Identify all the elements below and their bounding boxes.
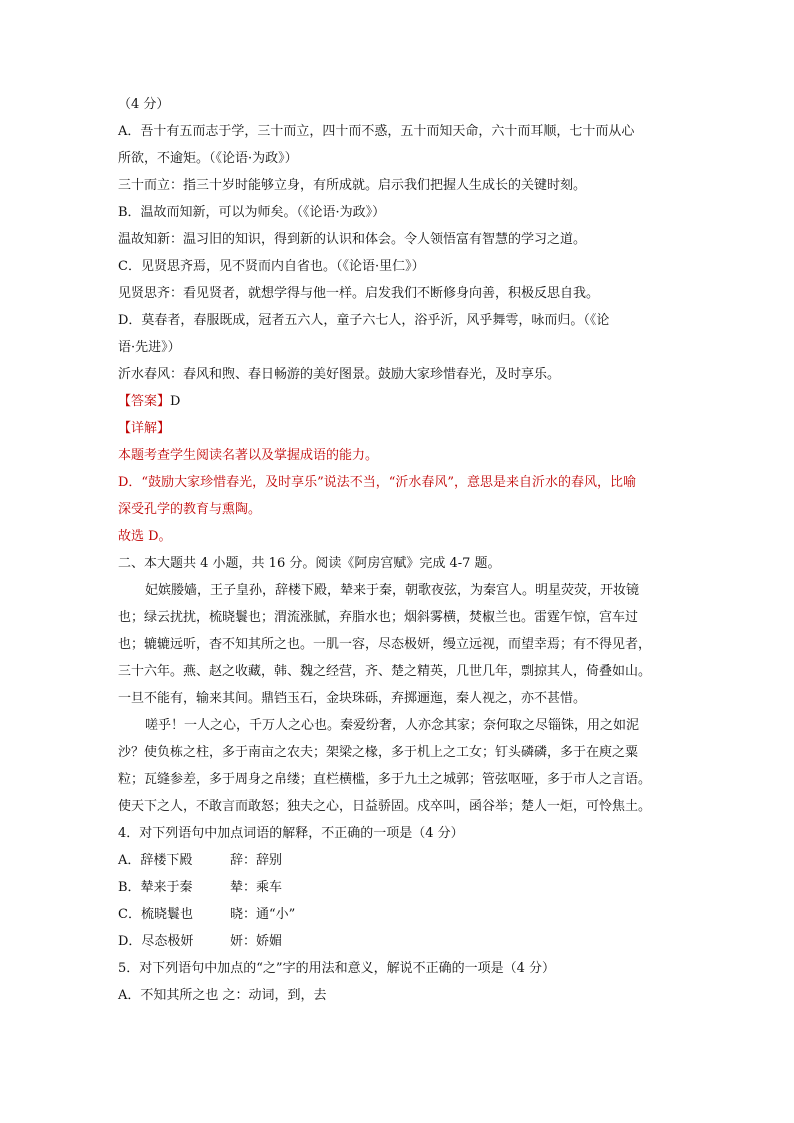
detail-line-1: 本题考查学生阅读名著以及掌握成语的能力。 (118, 448, 379, 463)
q4-option-b-text: B．辇来于秦 (118, 880, 193, 895)
detail-tag: 【详解】 (118, 421, 171, 436)
passage-p1-line4: 三十六年。燕、赵之收藏，韩、魏之经营，齐、楚之精英，几世几年，剽掠其人，倚叠如山。 (118, 664, 652, 679)
q5-stem: 5．对下列语句中加点的“之”字的用法和意义，解说不正确的一项是（4 分） (118, 961, 555, 976)
q3-option-b-explanation: 温故知新：温习旧的知识，得到新的认识和体会。令人领悟富有智慧的学习之道。 (118, 232, 587, 247)
detail-line-2: D．“鼓励大家珍惜春光，及时享乐”说法不当，“沂水春风”，意思是来自沂水的春风，比喻 (118, 475, 637, 490)
q4-option-c-gloss: 晓：通“小” (230, 907, 296, 922)
q3-option-a-line1: A．吾十有五而志于学，三十而立，四十而不惑，五十而知天命，六十而耳顺，七十而从心 (118, 124, 635, 139)
q5-option-a: A．不知其所之也 之：动词，到，去 (118, 988, 327, 1003)
q4-option-d-text: D．尽态极妍 (118, 934, 194, 949)
answer-line (118, 393, 180, 411)
passage-p2-line2: 沙？使负栋之柱，多于南亩之农夫；架梁之椽，多于机上之工女；钉头磷磷，多于在庾之粟 (118, 745, 639, 760)
q3-score: （4 分） (118, 97, 170, 112)
q4-option-a-text: A．辞楼下殿 (118, 853, 193, 868)
passage-p2-line3: 粒；瓦缝参差，多于周身之帛缕；直栏横槛，多于九土之城郭；管弦呕哑，多于市人之言语。 (118, 772, 652, 787)
q3-option-c: C．见贤思齐焉，见不贤而内自省也。（《论语·里仁》） (118, 259, 425, 274)
q4-option-b (118, 879, 282, 897)
q4-option-d (118, 933, 282, 951)
q4-option-a-gloss: 辞：辞别 (230, 853, 283, 868)
passage-p1-line1: 妃嫔媵嫱，王子皇孙，辞楼下殿，辇来于秦，朝歌夜弦，为秦宫人。明星荧荧，开妆镜 (145, 583, 640, 598)
q3-option-b: B．温故而知新，可以为师矣。（《论语·为政》） (118, 205, 386, 220)
q4-option-c-text: C．梳晓鬟也 (118, 907, 193, 922)
detail-line-3: 深受孔学的教育与熏陶。 (118, 502, 262, 517)
q3-option-d-line1: D．莫春者，春服既成，冠者五六人，童子六七人，浴乎沂，风乎舞雩，咏而归。（《论 (118, 313, 610, 328)
detail-line-4: 故选 D。 (118, 529, 172, 544)
section2-heading: 二、本大题共 4 小题，共 16 分。阅读《阿房宫赋》完成 4-7 题。 (118, 556, 501, 571)
q4-option-a (118, 852, 282, 870)
q3-option-d-line2: 语·先进》） (118, 340, 181, 355)
passage-p2-line4: 使天下之人，不敢言而敢怒；独夫之心，日益骄固。戍卒叫，函谷举；楚人一炬，可怜焦土。 (118, 799, 652, 814)
q3-option-d-explanation: 沂水春风：春风和煦、春日畅游的美好图景。鼓励大家珍惜春光，及时享乐。 (118, 367, 561, 382)
answer-tag: 【答案】 (118, 394, 171, 409)
q3-option-c-explanation: 见贤思齐：看见贤者，就想学得与他一样。启发我们不断修身向善，积极反思自我。 (118, 286, 600, 301)
passage-p2-line1: 嗟乎！一人之心，千万人之心也。秦爱纷奢，人亦念其家；奈何取之尽锱铢，用之如泥 (145, 718, 640, 733)
q3-option-a-explanation: 三十而立：指三十岁时能够立身，有所成就。启示我们把握人生成长的关键时刻。 (118, 178, 587, 193)
answer-value: D (170, 394, 181, 409)
q4-option-d-gloss: 妍：娇媚 (230, 934, 283, 949)
passage-p1-line5: 一旦不能有，输来其间。鼎铛玉石，金块珠砾，弃掷逦迤，秦人视之，亦不甚惜。 (118, 691, 587, 706)
q4-option-c (118, 906, 295, 924)
passage-p1-line3: 也；辘辘远听，杳不知其所之也。一肌一容，尽态极妍，缦立远视，而望幸焉；有不得见者， (118, 637, 652, 652)
passage-p1-line2: 也；绿云扰扰，梳晓鬟也；渭流涨腻，弃脂水也；烟斜雾横，焚椒兰也。雷霆乍惊，宫车过 (118, 610, 639, 625)
q4-stem: 4．对下列语句中加点词语的解释，不正确的一项是（4 分） (118, 826, 464, 841)
q3-option-a-line2: 所欲，不逾矩。（《论语·为政》） (118, 151, 298, 166)
q4-option-b-gloss: 辇：乘车 (230, 880, 283, 895)
